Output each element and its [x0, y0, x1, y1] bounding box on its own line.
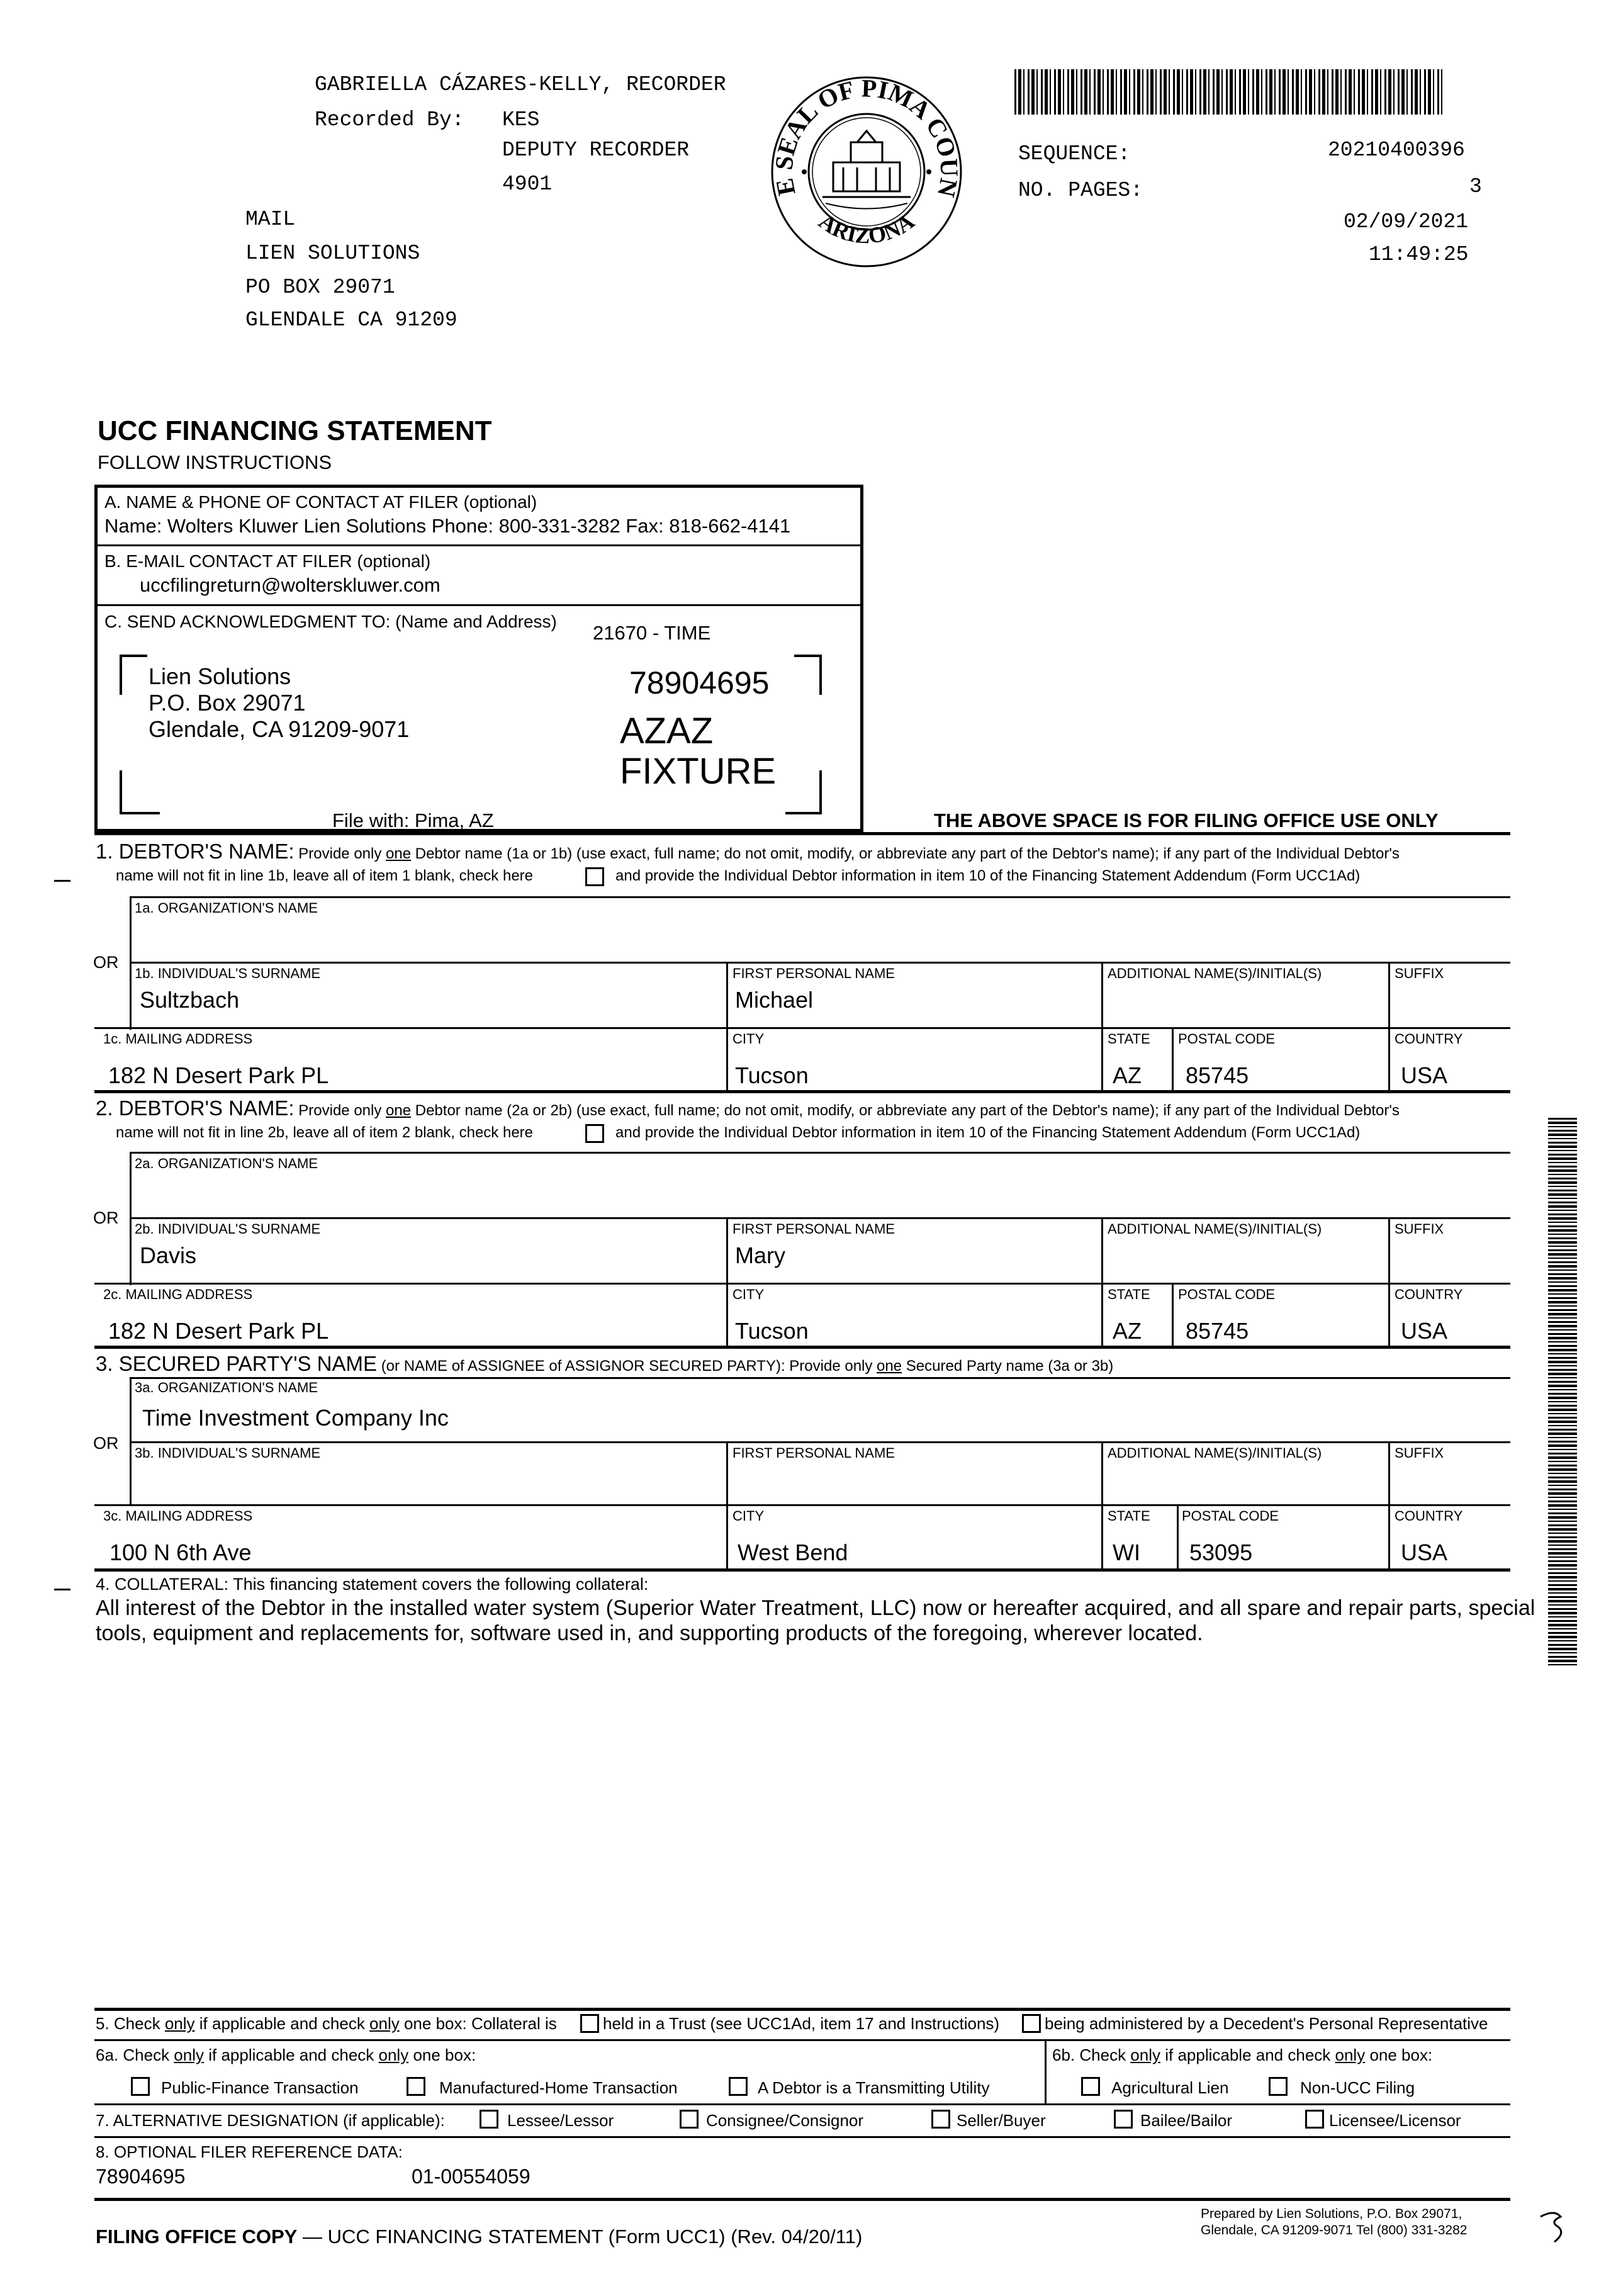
debtor2-city: Tucson [735, 1318, 809, 1344]
ack-code-2: FIXTURE [620, 751, 777, 792]
debtor1-country: USA [1401, 1062, 1448, 1088]
checkbox-licensee[interactable] [1305, 2110, 1324, 2129]
pages-label: NO. PAGES: [1018, 179, 1143, 202]
footer-form-name: FILING OFFICE COPY — UCC FINANCING STATEMENT (Form UCC1) (Rev. 04/20/11) [96, 2226, 863, 2248]
county-seal [763, 68, 970, 276]
option-bailee: Bailee/Bailor [1140, 2111, 1232, 2130]
checkbox-manufactured-home[interactable] [407, 2077, 425, 2096]
ack-number: 78904695 [629, 665, 770, 701]
or-label-1: OR [93, 953, 119, 972]
label-additional: ADDITIONAL NAME(S)/INITIAL(S) [1108, 1221, 1322, 1237]
recorded-by-label: Recorded By: [315, 108, 464, 132]
bracket-bottom-left [120, 770, 160, 814]
checkbox-bailee[interactable] [1114, 2110, 1133, 2129]
seal-top-text: E SEAL OF PIMA COUN [769, 74, 964, 200]
label-country: COUNTRY [1395, 1286, 1463, 1302]
field-a-label: A. NAME & PHONE OF CONTACT AT FILER (optional) [104, 492, 537, 512]
recorder-name: GABRIELLA CÁZARES-KELLY, RECORDER [315, 73, 726, 96]
checkbox-decedent[interactable] [1022, 2014, 1041, 2033]
section8-label: 8. OPTIONAL FILER REFERENCE DATA: [96, 2142, 403, 2161]
deputy-recorder: DEPUTY RECORDER [502, 138, 690, 162]
label-1a: 1a. ORGANIZATION'S NAME [135, 900, 318, 916]
label-city: CITY [733, 1508, 765, 1524]
recording-barcode [1014, 69, 1442, 115]
checkbox-trust[interactable] [580, 2014, 599, 2033]
section7-label: 7. ALTERNATIVE DESIGNATION (if applicable): [96, 2111, 445, 2130]
field-a-value: Name: Wolters Kluwer Lien Solutions Phone: 800-331-3282 Fax: 818-662-4141 [104, 515, 791, 537]
option-trust: held in a Trust (see UCC1Ad, item 17 and Instructions) [603, 2014, 1000, 2033]
field-b-value: uccfilingreturn@wolterskluwer.com [140, 574, 441, 596]
label-2a: 2a. ORGANIZATION'S NAME [135, 1156, 318, 1171]
collateral-line: All interest of the Debtor in the installed water system (Superior Water Treatment, LLC) now or hereafter acquired, and all spare and repair parts, special [96, 1596, 1535, 1620]
checkbox-transmitting-utility[interactable] [729, 2077, 748, 2096]
ack-code-1: AZAZ [620, 711, 714, 751]
option-agricultural-lien: Agricultural Lien [1111, 2078, 1229, 2097]
checkbox-agricultural-lien[interactable] [1081, 2077, 1100, 2096]
option-decedent: being administered by a Decedent's Personal Representative [1045, 2014, 1488, 2033]
label-city: CITY [733, 1031, 765, 1047]
debtor1-instructions: 1. DEBTOR'S NAME: Provide only one Debtor name (1a or 1b) (use exact, full name; do not omit, modify, or abbreviate any part of the Debtor's name); if any part of the Individual Debtor's [96, 840, 1400, 863]
pages-value: 3 [1469, 175, 1482, 198]
footer-prepared-by-2: Glendale, CA 91209-9071 Tel (800) 331-3282 [1201, 2223, 1468, 2237]
office-use-note: THE ABOVE SPACE IS FOR FILING OFFICE USE ONLY [934, 809, 1439, 831]
label-3b: 3b. INDIVIDUAL'S SURNAME [135, 1445, 321, 1461]
label-1b: 1b. INDIVIDUAL'S SURNAME [135, 965, 321, 981]
option-manufactured-home: Manufactured-Home Transaction [439, 2078, 678, 2097]
or-label-3: OR [93, 1434, 119, 1453]
checkbox-public-finance[interactable] [131, 2077, 150, 2096]
debtor1-note-line2b: and provide the Individual Debtor information in item 10 of the Financing Statement Addendum (Form UCC1Ad) [615, 867, 1361, 884]
ack-address-line: Lien Solutions [149, 663, 291, 689]
mail-line: LIEN SOLUTIONS [245, 242, 420, 265]
secured-address: 100 N 6th Ave [109, 1539, 252, 1565]
recorded-by-value: KES [502, 108, 540, 132]
secured-postal: 53095 [1189, 1539, 1253, 1565]
section6b-label: 6b. Check only if applicable and check only one box: [1052, 2046, 1433, 2064]
secured-org-name: Time Investment Company Inc [142, 1405, 449, 1431]
label-first: FIRST PERSONAL NAME [733, 965, 895, 981]
sequence-label: SEQUENCE: [1018, 142, 1131, 166]
secured-state: WI [1113, 1539, 1140, 1565]
mail-line: GLENDALE CA 91209 [245, 308, 457, 332]
option-transmitting-utility: A Debtor is a Transmitting Utility [758, 2078, 990, 2097]
option-seller: Seller/Buyer [957, 2111, 1046, 2130]
follow-instructions: FOLLOW INSTRUCTIONS [98, 451, 332, 473]
field-c-ref: 21670 - TIME [593, 622, 711, 644]
label-additional: ADDITIONAL NAME(S)/INITIAL(S) [1108, 965, 1322, 981]
debtor2-surname: Davis [140, 1242, 197, 1268]
label-3c: 3c. MAILING ADDRESS [103, 1508, 253, 1524]
mail-line: PO BOX 29071 [245, 276, 395, 299]
filer-reference-1: 78904695 [96, 2165, 186, 2188]
collateral-label: 4. COLLATERAL: This financing statement covers the following collateral: [96, 1575, 649, 1594]
label-state: STATE [1108, 1031, 1150, 1047]
ack-address-line: Glendale, CA 91209-9071 [149, 716, 410, 742]
checkbox-non-ucc[interactable] [1269, 2077, 1288, 2096]
debtor1-state: AZ [1113, 1062, 1142, 1088]
handwritten-page-mark [1535, 2208, 1573, 2246]
debtor1-surname: Sultzbach [140, 987, 240, 1013]
debtor1-address: 182 N Desert Park PL [108, 1062, 329, 1088]
form-title: UCC FINANCING STATEMENT [98, 415, 492, 446]
recording-date: 02/09/2021 [1344, 210, 1469, 234]
field-c-label: C. SEND ACKNOWLEDGMENT TO: (Name and Address) [104, 612, 557, 631]
debtor2-note-line2b: and provide the Individual Debtor information in item 10 of the Financing Statement Addendum (Form UCC1Ad) [615, 1124, 1361, 1141]
debtor2-country: USA [1401, 1318, 1448, 1344]
label-2c: 2c. MAILING ADDRESS [103, 1286, 253, 1302]
margin-mark [54, 1589, 70, 1590]
debtor2-postal: 85745 [1186, 1318, 1249, 1344]
debtor1-note-line2a: name will not fit in line 1b, leave all of item 1 blank, check here [116, 867, 534, 884]
debtor1-first: Michael [735, 987, 814, 1013]
label-2b: 2b. INDIVIDUAL'S SURNAME [135, 1221, 321, 1237]
checkbox-consignee[interactable] [680, 2110, 699, 2129]
label-country: COUNTRY [1395, 1031, 1463, 1047]
deputy-number: 4901 [502, 172, 553, 196]
bracket-top-left [120, 655, 147, 695]
svg-text:ARIZONA [814, 208, 919, 249]
ack-address-line: P.O. Box 29071 [149, 690, 306, 716]
label-first: FIRST PERSONAL NAME [733, 1221, 895, 1237]
debtor2-first: Mary [735, 1242, 785, 1268]
label-postal: POSTAL CODE [1178, 1286, 1276, 1302]
sequence-value: 20210400396 [1328, 138, 1465, 162]
debtor2-state: AZ [1113, 1318, 1142, 1344]
label-country: COUNTRY [1395, 1508, 1463, 1524]
label-state: STATE [1108, 1508, 1150, 1524]
side-barcode [1548, 1118, 1577, 1665]
option-non-ucc: Non-UCC Filing [1300, 2078, 1415, 2097]
mail-line: MAIL [245, 208, 296, 231]
option-lessee: Lessee/Lessor [507, 2111, 614, 2130]
label-3a: 3a. ORGANIZATION'S NAME [135, 1380, 318, 1395]
option-public-finance: Public-Finance Transaction [161, 2078, 359, 2097]
debtor1-postal: 85745 [1186, 1062, 1249, 1088]
label-suffix: SUFFIX [1395, 1445, 1444, 1461]
footer-prepared-by-1: Prepared by Lien Solutions, P.O. Box 29071, [1201, 2207, 1462, 2221]
label-postal: POSTAL CODE [1178, 1031, 1276, 1047]
option-licensee: Licensee/Licensor [1329, 2111, 1461, 2130]
label-first: FIRST PERSONAL NAME [733, 1445, 895, 1461]
debtor2-note-line2a: name will not fit in line 2b, leave all of item 2 blank, check here [116, 1124, 534, 1141]
label-suffix: SUFFIX [1395, 1221, 1444, 1237]
file-with: File with: Pima, AZ [332, 809, 494, 831]
debtor2-addendum-checkbox[interactable] [585, 1124, 604, 1143]
recording-time: 11:49:25 [1369, 243, 1469, 266]
secured-city: West Bend [738, 1539, 848, 1565]
label-state: STATE [1108, 1286, 1150, 1302]
filer-reference-2: 01-00554059 [412, 2165, 530, 2188]
debtor2-address: 182 N Desert Park PL [108, 1318, 329, 1344]
debtor2-instructions: 2. DEBTOR'S NAME: Provide only one Debtor name (2a or 2b) (use exact, full name; do not omit, modify, or abbreviate any part of the Debtor's name); if any part of the Individual Debtor's [96, 1096, 1400, 1120]
section5-label: 5. Check only if applicable and check only one box: Collateral is [96, 2014, 557, 2033]
label-city: CITY [733, 1286, 765, 1302]
label-suffix: SUFFIX [1395, 965, 1444, 981]
bracket-top-right [794, 655, 822, 695]
field-b-label: B. E-MAIL CONTACT AT FILER (optional) [104, 551, 431, 571]
margin-mark [54, 880, 70, 882]
checkbox-lessee[interactable] [480, 2110, 498, 2129]
option-consignee: Consignee/Consignor [706, 2111, 864, 2130]
label-1c: 1c. MAILING ADDRESS [103, 1031, 253, 1047]
secured-party-title: 3. SECURED PARTY'S NAME (or NAME of ASSIGNEE of ASSIGNOR SECURED PARTY): Provide only one Secured Party name (3a or 3b) [96, 1352, 1114, 1375]
seal-bottom-text: ARIZONA [814, 208, 919, 249]
section6a-label: 6a. Check only if applicable and check only one box: [96, 2046, 476, 2064]
label-additional: ADDITIONAL NAME(S)/INITIAL(S) [1108, 1445, 1322, 1461]
label-postal: POSTAL CODE [1182, 1508, 1279, 1524]
debtor1-city: Tucson [735, 1062, 809, 1088]
checkbox-seller[interactable] [931, 2110, 950, 2129]
or-label-2: OR [93, 1208, 119, 1227]
bracket-bottom-right [785, 770, 822, 814]
collateral-line: tools, equipment and replacements for, software used in, and supporting products of the foregoing, wherever located. [96, 1621, 1203, 1645]
debtor1-addendum-checkbox[interactable] [585, 867, 604, 886]
secured-country: USA [1401, 1539, 1448, 1565]
